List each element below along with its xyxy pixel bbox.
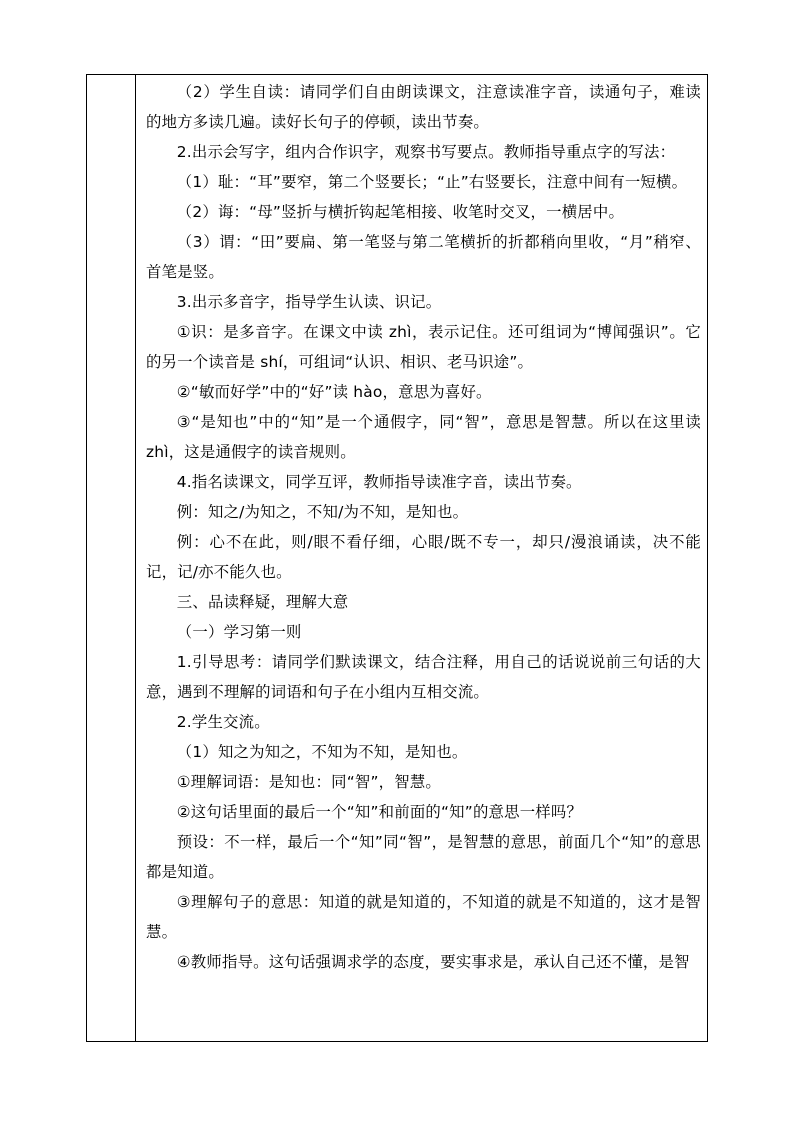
paragraph: ③“是知也”中的“知”是一个通假字，同“智”，意思是智慧。所以在这里读 zhì，这是通假字的读音规则。: [146, 413, 707, 461]
paragraph: （3）谓：“田”要扁、第一笔竖与第二笔横折的折都稍向里收，“月”稍窄、首笔是竖。: [146, 233, 701, 281]
paragraph: ①理解词语：是知也：同“智”，智慧。: [176, 773, 442, 791]
paragraph: 例：知之/为知之，不知/为不知，是知也。: [176, 503, 469, 521]
paragraph: ①识：是多音字。在课文中读 zhì，表示记住。还可组词为“博闻强识”。它的另一个读音是 shí，可组词“认识、相识、老马识途”。: [146, 323, 701, 371]
paragraph: 3.出示多音字，指导学生认读、识记。: [176, 293, 442, 311]
paragraph: 2.学生交流。: [176, 713, 270, 731]
paragraph: ④教师指导。这句话强调求学的态度，要实事求是，承认自己还不懂，是智: [176, 953, 690, 971]
table-left-column: [87, 75, 136, 1041]
paragraph: 预设：不一样，最后一个“知”同“智”，是智慧的意思，前面几个“知”的意思都是知道。: [146, 833, 701, 881]
lesson-content: [146, 77, 707, 977]
paragraph: （1）耻：“耳”要窄，第二个竖要长；“止”右竖要长，注意中间有一短横。: [176, 173, 688, 191]
paragraph: （1）知之为知之，不知为不知，是知也。: [176, 743, 468, 761]
paragraph: ②这句话里面的最后一个“知”和前面的“知”的意思一样吗？: [176, 803, 583, 821]
section-heading: 三、品读释疑，理解大意: [176, 593, 349, 611]
lesson-table: [86, 74, 708, 1042]
paragraph: 1.引导思考：请同学们默读课文，结合注释，用自己的话说说前三句话的大意，遇到不理解的词语和句子在小组内互相交流。: [146, 653, 701, 701]
paragraph: 4.指名读课文，同学互评，教师指导读准字音，读出节奏。: [176, 473, 582, 491]
subsection-heading: （一）学习第一则: [176, 623, 302, 641]
paragraph: （2）学生自读：请同学们自由朗读课文，注意读准字音，读通句子，难读的地方多读几遍。读好长句子的停顿，读出节奏。: [146, 83, 701, 131]
paragraph: ②“敏而好学”中的“好”读 hào，意思为喜好。: [176, 383, 492, 401]
paragraph: （2）诲：“母”竖折与横折钩起笔相接、收笔时交叉，一横居中。: [176, 203, 625, 221]
paragraph: ③理解句子的意思：知道的就是知道的，不知道的就是不知道的，这才是智慧。: [146, 893, 701, 941]
paragraph: 2.出示会写字，组内合作识字，观察书写要点。教师指导重点字的写法：: [176, 143, 676, 161]
paragraph: 例：心不在此，则/眼不看仔细，心眼/既不专一，却只/漫浪诵读，决不能记，记/亦不能久也。: [146, 533, 701, 581]
